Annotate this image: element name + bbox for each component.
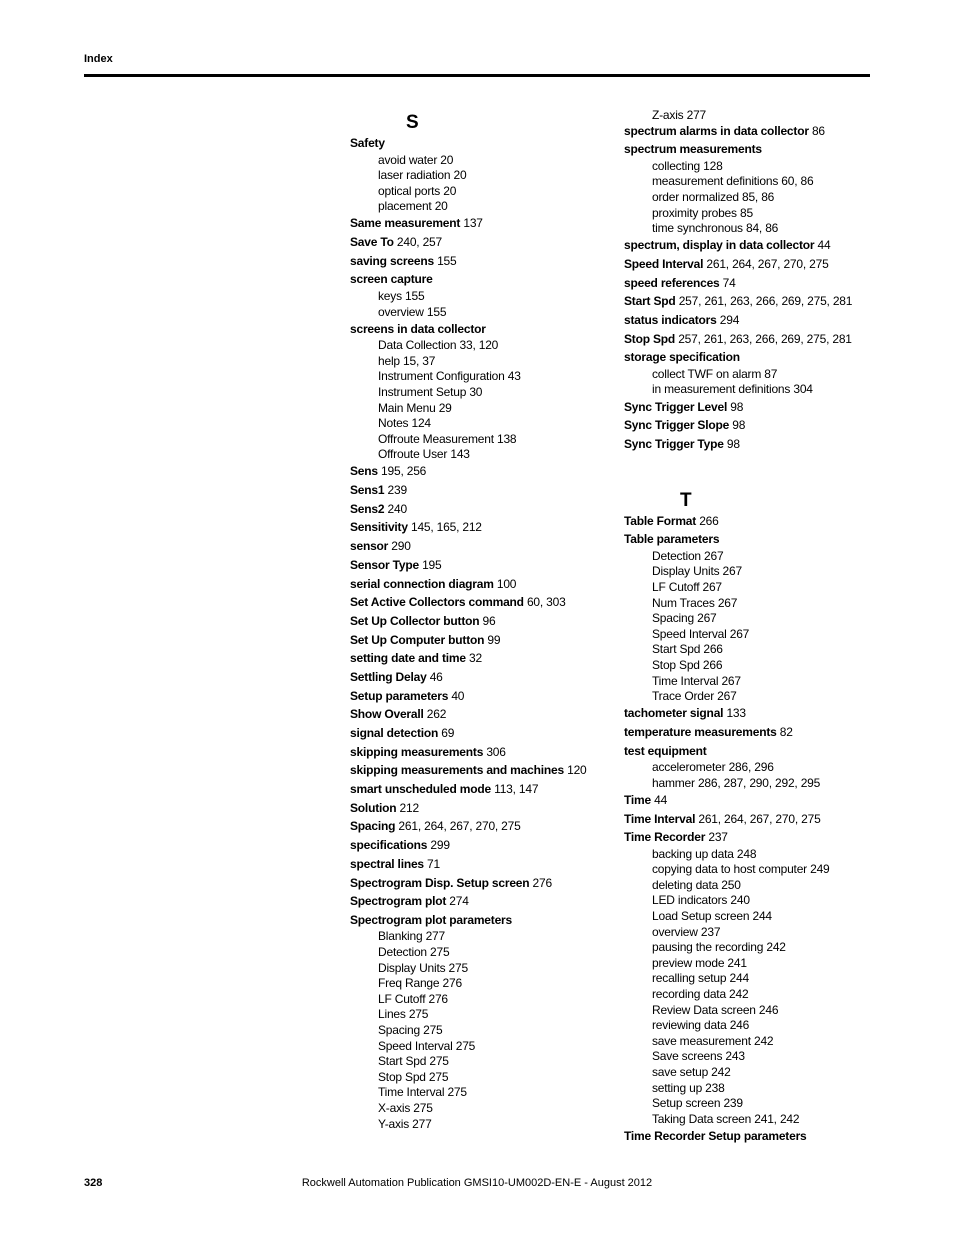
index-term: Save To [350, 235, 394, 250]
index-term: setting date and time [350, 651, 466, 666]
index-term: spectral lines [350, 856, 424, 871]
index-subentry: overview 155 [378, 304, 447, 319]
index-term: spectrum measurements [624, 142, 762, 157]
index-term: Sync Trigger Slope [624, 418, 730, 433]
index-subentry-list [378, 929, 620, 1132]
index-subentry: Instrument Configuration 43 [378, 369, 521, 384]
index-term: Sync Trigger Level [624, 399, 728, 414]
index-term: Table parameters [624, 532, 720, 547]
index-subentry: Blanking 277 [378, 929, 445, 944]
index-page-refs: 262 [426, 707, 447, 722]
index-subentry: Setup screen 239 [652, 1096, 743, 1111]
index-term: Time Interval [624, 811, 696, 826]
index-subentry-list [652, 847, 894, 1128]
index-page-refs: 195, 256 [381, 464, 427, 479]
index-term: signal detection [350, 726, 439, 740]
index-page-refs: 113, 147 [494, 782, 539, 797]
index-page-refs: 257, 261, 263, 266, 269, 275, 281 [678, 331, 852, 346]
index-term: screens in data collector [350, 321, 486, 336]
index-subentry: Stop Spd 275 [378, 1069, 449, 1084]
index-entry [624, 793, 894, 809]
index-entry [624, 514, 894, 530]
index-term: sensor [350, 539, 389, 554]
index-subentry: save measurement 242 [652, 1033, 774, 1048]
index-entry [350, 838, 620, 854]
index-subentry: help 15, 37 [378, 353, 436, 368]
index-subentry: Y-axis 277 [378, 1116, 432, 1131]
index-page-refs: 195 [422, 557, 442, 572]
index-page-refs: 74 [722, 275, 736, 290]
index-page-refs: 261, 264, 267, 270, 275 [698, 811, 821, 826]
index-term: Sensor Type [350, 557, 419, 572]
index-term: temperature measurements [624, 724, 777, 739]
index-subentry: hammer 286, 287, 290, 292, 295 [652, 775, 821, 790]
index-subentry: deleting data 250 [652, 877, 741, 892]
index-entry [624, 725, 894, 741]
index-term: spectrum alarms in data collector [624, 123, 809, 138]
index-page-refs: 69 [441, 726, 455, 740]
index-entry [350, 464, 620, 480]
index-page-refs: 257, 261, 263, 266, 269, 275, 281 [678, 294, 853, 309]
index-page-refs: 240 [387, 501, 407, 516]
index-term: Spectrogram plot parameters [350, 912, 512, 927]
index-entry [350, 913, 620, 1132]
index-page-refs: 155 [437, 253, 457, 268]
index-term: screen capture [350, 272, 433, 287]
index-page-refs: 40 [451, 688, 465, 703]
index-page-refs: 44 [817, 238, 831, 253]
index-entry [350, 614, 620, 630]
index-page-refs: 261, 264, 267, 270, 275 [398, 819, 521, 834]
index-subentry: LF Cutoff 267 [652, 580, 722, 594]
index-term: spectrum, display in data collector [624, 238, 815, 253]
index-term: Same measurement [350, 216, 461, 231]
index-page-refs: 120 [567, 763, 587, 778]
index-term: Speed Interval [624, 256, 704, 271]
section-spacer [624, 456, 894, 486]
index-page-refs: 299 [430, 838, 450, 853]
index-subentry: Time Interval 275 [378, 1085, 467, 1100]
index-entry [624, 532, 894, 704]
index-subentry: Display Units 267 [652, 564, 742, 579]
index-term: Settling Delay [350, 669, 427, 684]
index-subentry: Detection 267 [652, 548, 724, 563]
index-page-refs: 306 [486, 744, 506, 759]
index-term: saving screens [350, 253, 434, 268]
index-subentry: accelerometer 286, 296 [652, 760, 774, 775]
index-term: storage specification [624, 350, 740, 365]
index-subentry: recording data 242 [652, 987, 749, 1002]
index-entry [350, 763, 620, 779]
index-entry [350, 726, 620, 742]
index-page-refs: 44 [654, 792, 668, 807]
index-subentry: Spacing 267 [652, 611, 717, 626]
index-term: smart unscheduled mode [350, 782, 491, 797]
index-subentry: Instrument Setup 30 [378, 384, 483, 399]
index-term: specifications [350, 838, 428, 853]
index-entry [624, 744, 894, 792]
index-page-refs: 294 [719, 313, 740, 327]
index-page-refs: 212 [399, 800, 419, 815]
index-term: tachometer signal [624, 706, 724, 721]
index-term: Set Active Collectors command [350, 595, 524, 610]
index-subentry: laser radiation 20 [378, 168, 467, 183]
index-term: Solution [350, 800, 397, 815]
index-subentry-list [378, 153, 620, 215]
index-entry [350, 651, 620, 667]
index-subentry: Taking Data screen 241, 242 [652, 1111, 800, 1126]
index-term: Set Up Computer button [350, 632, 485, 647]
index-term: skipping measurements [350, 744, 484, 759]
index-subentry: Start Spd 266 [652, 642, 723, 657]
index-term: Time Recorder Setup parameters [624, 1128, 807, 1143]
index-entry [624, 830, 894, 1127]
index-subentry: measurement definitions 60, 86 [652, 174, 814, 189]
index-subentry-list [378, 289, 620, 320]
index-entry [350, 502, 620, 518]
index-subentry: X-axis 275 [378, 1100, 433, 1115]
index-page-refs: 137 [463, 216, 483, 231]
running-header: Index [84, 53, 113, 65]
index-page-refs: 266 [699, 513, 719, 528]
index-entry [624, 313, 894, 329]
index-subentry: Detection 275 [378, 944, 450, 959]
index-column-right [624, 108, 894, 1148]
index-entry [350, 801, 620, 817]
index-entry [350, 520, 620, 536]
index-subentry: Offroute User 143 [378, 447, 470, 462]
index-subentry: keys 155 [378, 288, 425, 303]
index-entry [350, 216, 620, 232]
index-page-refs: 274 [449, 894, 469, 909]
index-term: test equipment [624, 743, 707, 758]
index-subentry: Main Menu 29 [378, 400, 452, 415]
index-page-refs: 100 [496, 576, 517, 591]
index-subentry: avoid water 20 [378, 152, 454, 167]
index-subentry: Num Traces 267 [652, 595, 738, 610]
index-subentry: in measurement definitions 304 [652, 382, 813, 397]
index-subentry: LED indicators 240 [652, 893, 750, 908]
index-term: Table Format [624, 513, 697, 528]
index-subentry: Offroute Measurement 138 [378, 431, 517, 446]
index-term: Stop Spd [624, 331, 676, 346]
index-column-left [350, 108, 620, 1134]
index-subentry: Freq Range 276 [378, 976, 462, 991]
index-term: status indicators [624, 313, 717, 327]
page-number: 328 [84, 1177, 103, 1189]
index-entry [624, 332, 894, 348]
index-page-refs: 99 [487, 632, 501, 647]
index-term: Start Spd [624, 294, 676, 309]
index-entry [350, 483, 620, 499]
index-subentry: recalling setup 244 [652, 971, 749, 986]
index-subentry: time synchronous 84, 86 [652, 221, 779, 236]
index-subentry: Lines 275 [378, 1007, 429, 1022]
index-term: Set Up Collector button [350, 613, 480, 628]
index-entry [350, 857, 620, 873]
index-entry [350, 670, 620, 686]
index-subentry: Start Spd 275 [378, 1054, 449, 1069]
index-page-refs: 145, 165, 212 [410, 520, 482, 535]
index-page-refs: 239 [387, 483, 407, 498]
index-entry [350, 235, 620, 251]
index-entry [350, 136, 620, 215]
index-subentry-list [652, 367, 894, 398]
header-rule [84, 74, 870, 77]
index-subentry: Review Data screen 246 [652, 1002, 779, 1017]
index-subentry: pausing the recording 242 [652, 940, 786, 955]
index-entry [350, 894, 620, 910]
index-subentry: copying data to host computer 249 [652, 862, 830, 877]
index-entry [350, 782, 620, 798]
index-page-refs: 71 [427, 856, 440, 871]
index-entry [624, 294, 894, 310]
index-entry [350, 595, 620, 611]
index-subentry: save setup 242 [652, 1065, 731, 1079]
index-page-refs: 261, 264, 267, 270, 275 [706, 256, 829, 271]
index-term: Sensitivity [350, 520, 408, 535]
index-entry [350, 633, 620, 649]
index-entry [350, 689, 620, 705]
index-term: Time Recorder [624, 830, 706, 845]
index-term: Show Overall [350, 707, 424, 722]
index-entry [350, 876, 620, 892]
index-term: Sync Trigger Type [624, 436, 724, 451]
index-entry [350, 322, 620, 463]
index-subentry: proximity probes 85 [652, 205, 753, 220]
index-subentry: overview 237 [652, 924, 721, 939]
index-entry [350, 254, 620, 270]
index-subentry: collecting 128 [652, 158, 723, 173]
index-subentry: Stop Spd 266 [652, 657, 723, 672]
index-page-refs: 240, 257 [396, 235, 442, 250]
index-entry [624, 124, 894, 140]
index-subentry: setting up 238 [652, 1080, 725, 1095]
index-subentry: collect TWF on alarm 87 [652, 366, 778, 381]
index-entry [350, 745, 620, 761]
index-subentry: Data Collection 33, 120 [378, 338, 499, 353]
index-subentry: backing up data 248 [652, 846, 757, 861]
index-term: Spectrogram plot [350, 894, 447, 909]
index-subentry-list [652, 760, 894, 791]
index-entry [624, 257, 894, 273]
index-term: Spectrogram Disp. Setup screen [350, 875, 530, 890]
index-entry [350, 577, 620, 593]
index-term: Setup parameters [350, 688, 449, 703]
index-entry [350, 819, 620, 835]
index-page-refs: 82 [779, 724, 793, 739]
index-subentry-list [378, 338, 620, 463]
index-page-refs: 133 [726, 706, 746, 721]
index-page-refs: 96 [482, 613, 496, 628]
index-entry [624, 437, 894, 453]
index-subentry: Speed Interval 267 [652, 626, 750, 641]
index-entry [624, 418, 894, 434]
index-page-refs: 98 [732, 418, 746, 433]
index-page-refs: 98 [730, 399, 744, 414]
index-subentry: Z-axis 277 [652, 108, 707, 122]
index-term: Sens [350, 464, 378, 479]
index-subentry: Display Units 275 [378, 960, 468, 975]
index-entry [624, 1129, 894, 1145]
index-page-refs: 98 [726, 436, 740, 451]
index-term: Spacing [350, 819, 396, 834]
index-entry [350, 272, 620, 320]
index-entry [624, 706, 894, 722]
index-entry [624, 350, 894, 398]
index-entry [624, 812, 894, 828]
index-subentry: Spacing 275 [378, 1022, 443, 1037]
index-term: Sens1 [350, 483, 385, 498]
index-page-refs: 276 [532, 875, 552, 890]
index-subentry: Save screens 243 [652, 1049, 745, 1064]
index-term: Time [624, 792, 651, 807]
index-subentry: reviewing data 246 [652, 1018, 750, 1033]
index-page-refs: 60, 303 [526, 595, 566, 610]
index-term: skipping measurements and machines [350, 763, 564, 778]
index-entry [350, 707, 620, 723]
index-entry [350, 558, 620, 574]
index-page-refs: 46 [429, 669, 443, 684]
index-entry [624, 400, 894, 416]
index-subentry: Speed Interval 275 [378, 1038, 476, 1053]
index-subentry: order normalized 85, 86 [652, 189, 775, 204]
index-section-letter: T [680, 489, 692, 511]
index-term: speed references [624, 275, 720, 290]
index-page-refs: 237 [708, 830, 728, 845]
index-section-letter: S [406, 112, 419, 133]
index-entry [624, 238, 894, 254]
index-term: Safety [350, 136, 385, 150]
index-entry [624, 142, 894, 236]
index-subentry: Load Setup screen 244 [652, 909, 772, 924]
index-subentry: Trace Order 267 [652, 689, 737, 704]
index-subentry: LF Cutoff 276 [378, 991, 448, 1006]
publication-info: Rockwell Automation Publication GMSI10-UM002D-EN-E - August 2012 [301, 1177, 653, 1189]
index-subentry-list [652, 108, 894, 124]
index-entry [350, 539, 620, 555]
index-subentry-list [652, 159, 894, 237]
index-subentry: preview mode 241 [652, 955, 747, 970]
index-subentry: Time Interval 267 [652, 673, 741, 688]
index-term: serial connection diagram [350, 576, 494, 591]
index-subentry-list [652, 549, 894, 705]
index-entry [624, 276, 894, 292]
index-term: Sens2 [350, 501, 385, 516]
index-subentry: optical ports 20 [378, 183, 457, 198]
index-subentry: placement 20 [378, 199, 448, 214]
index-page-refs: 32 [468, 651, 482, 666]
index-page-refs: 86 [811, 123, 825, 138]
index-subentry: Notes 124 [378, 416, 431, 431]
index-page-refs: 290 [391, 539, 411, 554]
